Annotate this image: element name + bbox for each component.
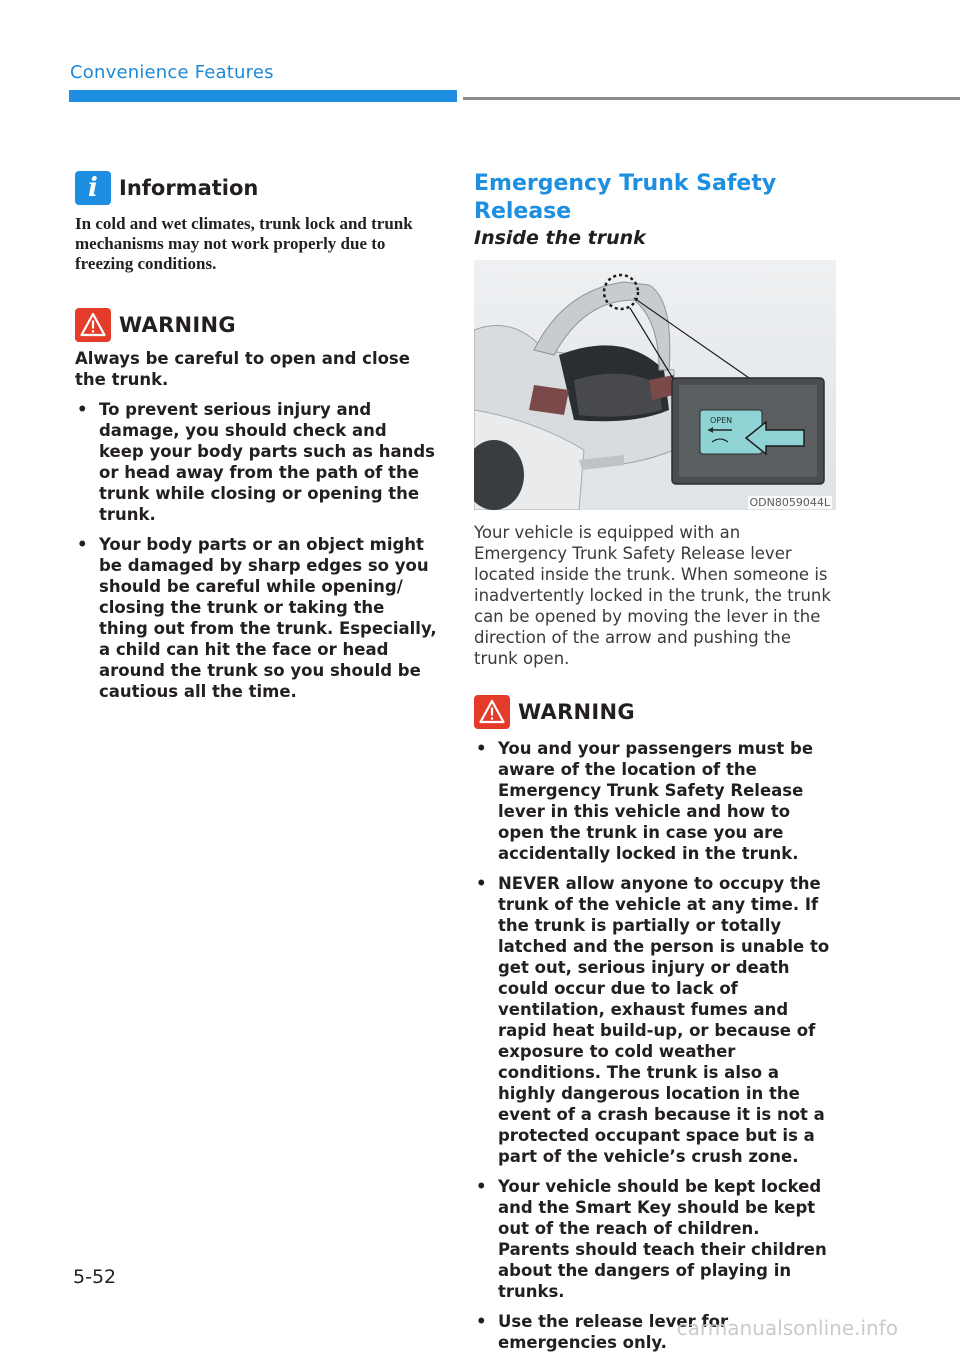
right-column xyxy=(474,170,836,1353)
list-item: • To prevent serious injury and damage, you should check and keep your body parts such as hands or head away from the path of the trunk while closing or opening the trunk. xyxy=(75,399,437,525)
header-accent-bar xyxy=(69,90,457,102)
car-trunk-drawing xyxy=(474,260,836,510)
list-item: • NEVER allow anyone to occupy the trunk of the vehicle at any time. If the trunk is partially or totally latched and the person is unable to get out, serious injury or death could occur due to lack of ventilation, exhaust fumes and rapid heat build-up, or because of exposure to cold weather conditions. The trunk is also a highly dangerous location in the event of a crash because it is not a protected occupant space but is a part of the vehicle’s crush zone. xyxy=(474,873,836,1167)
info-icon: i xyxy=(75,171,111,205)
list-item: • Your body parts or an object might be damaged by sharp edges so you should be careful while opening/ closing the trunk or taking the thing out from the trunk. Especially, a child can hit the face or head around the trunk so you should be cautious all the time. xyxy=(75,534,437,702)
warning-triangle-icon xyxy=(75,308,111,342)
warning-header xyxy=(75,308,437,342)
warning-triangle-icon xyxy=(474,695,510,729)
figure-code: ODN8059044L xyxy=(749,496,830,509)
left-column xyxy=(75,170,437,702)
information-title: Information xyxy=(119,176,259,200)
list-item: • Your vehicle should be kept locked and the Smart Key should be kept out of the reach of children. Parents should teach their children about the dangers of playing in trunks. xyxy=(474,1176,836,1302)
section-subtitle: Inside the trunk xyxy=(474,227,646,249)
list-item: • You and your passengers must be aware of the location of the Emergency Trunk Safety Release lever in this vehicle and how to open the trunk in case you are accidentally locked in the trunk. xyxy=(474,738,836,864)
open-label: OPEN xyxy=(710,416,733,425)
warning-intro: Always be careful to open and close the trunk. xyxy=(75,349,410,389)
warning-title: WARNING xyxy=(518,700,635,724)
information-body: In cold and wet climates, trunk lock and trunk mechanisms may not work properly due to freezing conditions. xyxy=(75,214,413,273)
watermark: carmanualsonline.info xyxy=(676,1316,898,1340)
list-item: • Use the release lever for emergencies only. xyxy=(474,1311,836,1353)
page-number: 5-52 xyxy=(73,1266,117,1288)
trunk-release-illustration xyxy=(474,260,836,510)
running-header-title: Convenience Features xyxy=(70,62,274,83)
section-body: Your vehicle is equipped with an Emergency Trunk Safety Release lever located inside the trunk. When someone is inadvertently locked in the trunk, the trunk can be opened by moving the lever in the direction of the arrow and pushing the trunk open. xyxy=(474,523,831,668)
warning-bullet-list xyxy=(75,399,437,702)
warning-title: WARNING xyxy=(119,313,236,337)
information-header xyxy=(75,170,437,206)
warning-header xyxy=(474,695,836,729)
header-divider-line xyxy=(463,97,960,100)
warning-bullet-list xyxy=(474,738,836,1353)
section-title: Emergency Trunk Safety Release xyxy=(474,171,777,224)
